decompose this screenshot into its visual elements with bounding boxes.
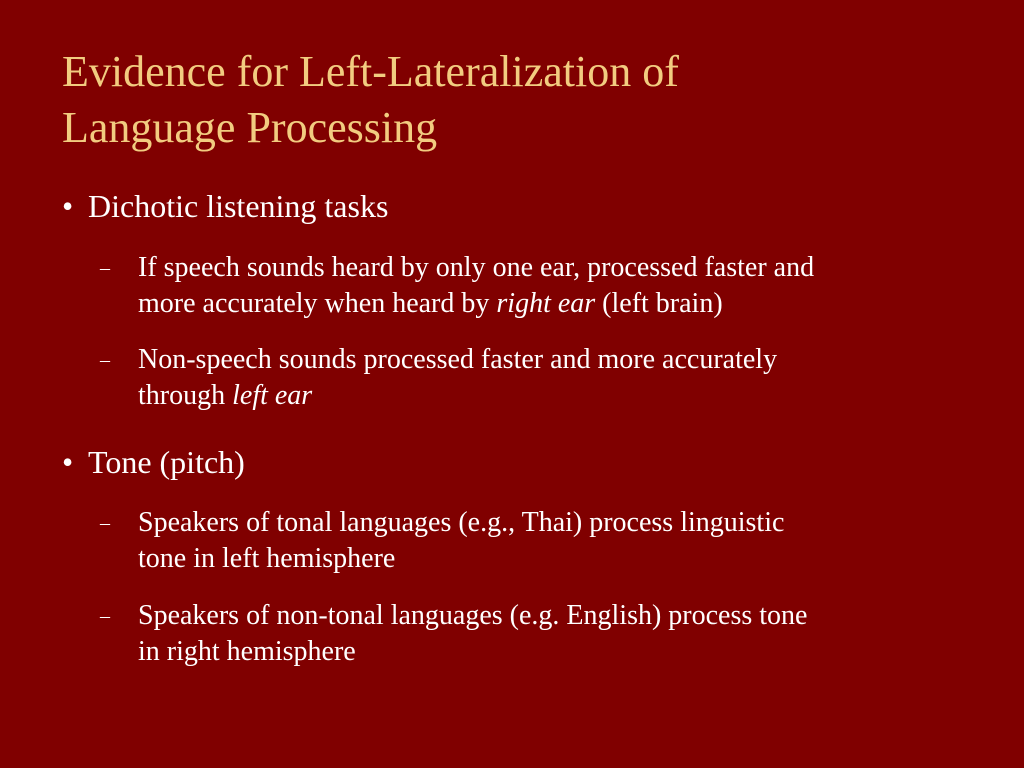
sub-bullet-emphasis: left ear xyxy=(232,380,313,411)
sub-bullet-line-2 xyxy=(138,378,980,414)
sub-bullet-line-1: Non-speech sounds processed faster and more accurately xyxy=(138,344,778,375)
sub-bullet-line-2 xyxy=(138,541,980,577)
sub-bullet-line-1: Speakers of tonal languages (e.g., Thai) process linguistic xyxy=(138,507,785,538)
slide-title-line-1: Evidence for Left-Lateralization of xyxy=(62,47,679,96)
sub-bullet-speech-right-ear xyxy=(100,250,980,322)
sub-bullet-line-1: If speech sounds heard by only one ear, processed faster and xyxy=(138,252,815,283)
sub-bullet-nontonal-languages xyxy=(100,598,980,670)
sub-bullet-marker: – xyxy=(100,257,110,279)
sub-bullet-marker: – xyxy=(100,512,110,534)
bullet-text: Tone (pitch) xyxy=(88,444,245,480)
sub-bullet-text: through xyxy=(138,380,233,411)
sub-bullet-nonspeech-left-ear xyxy=(100,342,980,414)
sub-bullet-text: (left brain) xyxy=(595,288,723,319)
sub-bullet-text: more accurately when heard by xyxy=(138,288,497,319)
sub-bullet-line-2 xyxy=(138,286,980,322)
sub-bullet-tonal-languages xyxy=(100,505,980,577)
bullet-dichotic-listening xyxy=(62,188,388,224)
sub-bullet-text: tone in left hemisphere xyxy=(138,543,396,574)
sub-bullet-emphasis: right ear xyxy=(496,288,596,319)
sub-bullet-line-1: Speakers of non-tonal languages (e.g. English) process tone xyxy=(138,600,808,631)
bullet-marker: • xyxy=(62,188,74,224)
sub-bullet-line-2 xyxy=(138,634,980,670)
bullet-tone-pitch xyxy=(62,444,245,480)
sub-bullet-text: in right hemisphere xyxy=(138,636,356,667)
slide-title-line-2: Language Processing xyxy=(62,103,438,152)
bullet-marker: • xyxy=(62,444,74,480)
bullet-text: Dichotic listening tasks xyxy=(88,188,389,224)
sub-bullet-marker: – xyxy=(100,349,110,371)
sub-bullet-marker: – xyxy=(100,605,110,627)
